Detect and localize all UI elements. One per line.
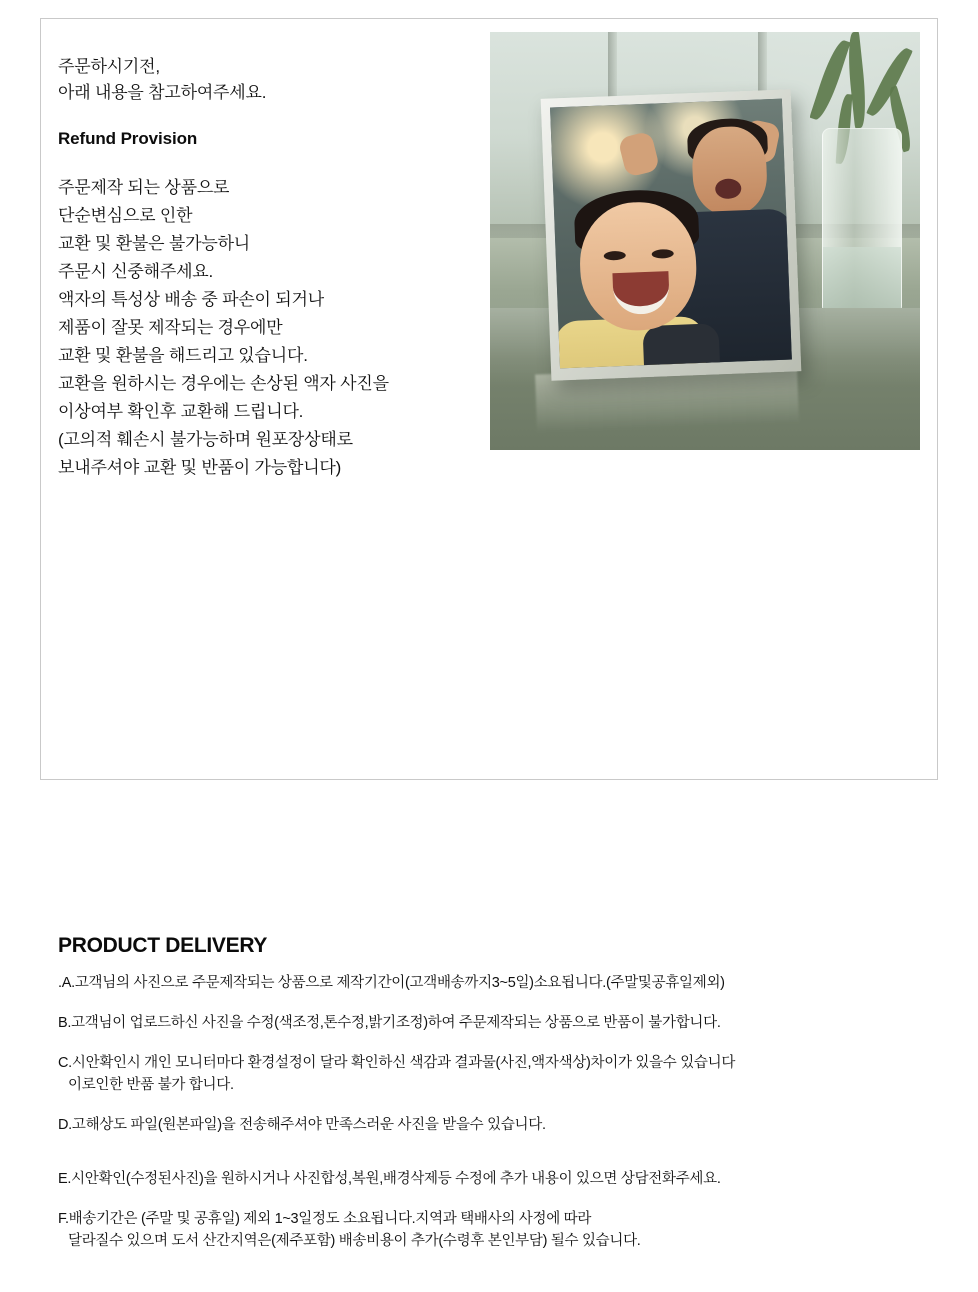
delivery-item-c xyxy=(58,1052,920,1096)
delivery-item-subtext: 달라질수 있으며 도서 산간지역은(제주포함) 배송비용이 추가(수령후 본인부담) 될수 있습니다. xyxy=(68,1233,641,1249)
boy-sleeve xyxy=(642,323,721,368)
refund-line: (고의적 훼손시 불가능하며 원포장상태로 xyxy=(58,430,353,449)
delivery-item-subtext: 이로인한 반품 불가 합니다. xyxy=(68,1077,234,1093)
delivery-item-f xyxy=(58,1208,920,1252)
delivery-item-b xyxy=(58,1012,920,1034)
refund-line: 교환 및 환불은 불가능하니 xyxy=(58,234,251,253)
man-face xyxy=(691,125,768,216)
delivery-item-text: E.시안확인(수정된사진)을 원하시거나 사진합성,복원,배경삭제등 수정에 추가 내용이 있으면 상담전화주세요. xyxy=(58,1171,721,1187)
refund-line: 주문시 신중해주세요. xyxy=(58,262,214,281)
product-delivery-title: PRODUCT DELIVERY xyxy=(58,934,268,957)
refund-spacer xyxy=(58,156,488,174)
intro-line-1: 주문하시기전, xyxy=(58,57,160,76)
delivery-item-a xyxy=(58,972,920,994)
delivery-item-text: F.배송기간은 (주말 및 공휴일) 제외 1~3일정도 소요됩니다.지역과 택배사의 사정에 따라 xyxy=(58,1211,592,1227)
intro-block xyxy=(58,44,488,482)
product-photo xyxy=(490,32,920,450)
frame-picture xyxy=(550,99,792,369)
refund-line: 교환 및 환불을 해드리고 있습니다. xyxy=(58,346,308,365)
refund-line: 보내주셔야 교환 및 반품이 가능합니다) xyxy=(58,458,342,477)
refund-provision-title: Refund Provision xyxy=(58,129,198,148)
refund-line: 주문제작 되는 상품으로 xyxy=(58,178,230,197)
delivery-item-text: B.고객님이 업로드하신 사진을 수정(색조정,톤수정,밝기조정)하여 주문제작되는 상품으로 반품이 불가합니다. xyxy=(58,1015,721,1031)
refund-line: 단순변심으로 인한 xyxy=(58,206,193,225)
refund-line: 교환을 원하시는 경우에는 손상된 액자 사진을 xyxy=(58,374,389,393)
refund-line: 제품이 잘못 제작되는 경우에만 xyxy=(58,318,283,337)
photo-frame-product xyxy=(541,89,802,380)
delivery-item-text: D.고해상도 파일(원본파일)을 전송해주셔야 만족스러운 사진을 받을수 있습니다. xyxy=(58,1117,546,1133)
glass-vase xyxy=(822,128,902,320)
product-delivery-section xyxy=(58,934,920,1252)
delivery-item-d xyxy=(58,1114,920,1136)
delivery-item-e xyxy=(58,1168,920,1190)
delivery-item-text: C.시안확인시 개인 모니터마다 환경설정이 달라 확인하신 색감과 결과물(사진,액자색상)차이가 있을수 있습니다 xyxy=(58,1055,736,1071)
intro-line-2: 아래 내용을 참고하여주세요. xyxy=(58,83,267,102)
delivery-item-text: .A.고객님의 사진으로 주문제작되는 상품으로 제작기간이(고객배송까지3~5일)소요됩니다.(주말및공휴일제외) xyxy=(58,975,725,991)
intro-spacer xyxy=(58,106,488,124)
content-area xyxy=(24,22,954,1292)
refund-body xyxy=(58,174,488,482)
refund-line: 액자의 특성상 배송 중 파손이 되거나 xyxy=(58,290,324,309)
refund-line: 이상여부 확인후 교환해 드립니다. xyxy=(58,402,304,421)
